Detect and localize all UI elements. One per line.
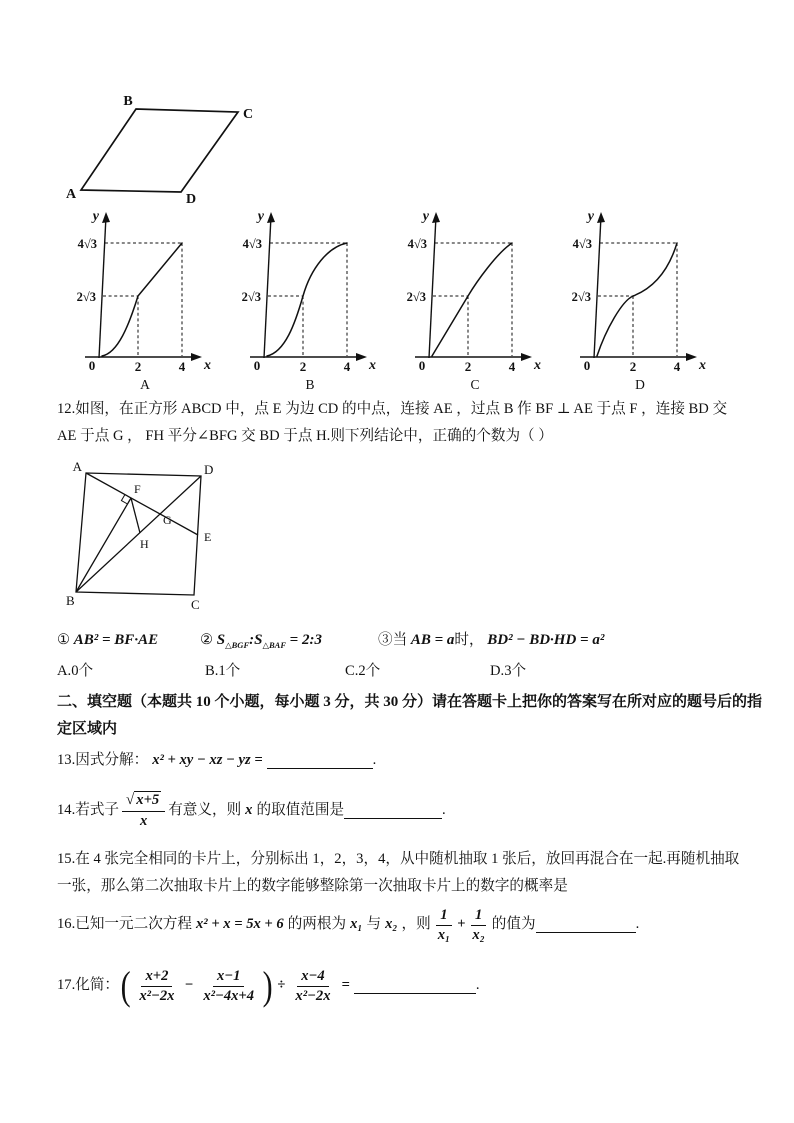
- y-axis-label: y: [257, 209, 264, 224]
- q16-f2-num: 1: [471, 907, 486, 926]
- x-tick-4: 4: [178, 359, 186, 374]
- q14-mid: 有意义，则: [168, 802, 242, 819]
- question-12-line1: 12.如图，在正方形 ABCD 中，点 E 为边 CD 的中点，连接 AE ，过点 B 作 BF ⊥ AE 于点 F ，连接 BD 交: [57, 401, 728, 417]
- radical-icon: √: [126, 792, 135, 809]
- q17-minus: −: [184, 977, 194, 994]
- q16-plus: +: [457, 916, 466, 933]
- x-axis-arrow-icon: [191, 353, 202, 361]
- q16-p3: 与: [366, 916, 382, 933]
- statement-3: [378, 630, 604, 652]
- q16-x1: x₁: [350, 916, 363, 933]
- q17-f2-den: x²−4x+4: [203, 987, 255, 1004]
- choice-d: D.3个: [490, 663, 527, 679]
- y-axis-arrow-icon: [102, 212, 110, 223]
- question-15-line2: 一张，那么第二次抽取卡片上的数字能够整除第一次抽取卡片上的数字的概率是: [57, 878, 568, 894]
- option-graph-d: [565, 208, 715, 383]
- vertex-label-c: C: [243, 107, 254, 122]
- x-axis-label: x: [204, 358, 211, 373]
- q16-period: .: [635, 916, 640, 933]
- q14-radicand: x+5: [136, 792, 160, 809]
- q16-p2: 的两根为: [287, 916, 347, 933]
- q13-answer-blank: [267, 752, 373, 768]
- question-13: [57, 750, 376, 771]
- q17-answer-blank: [354, 978, 476, 994]
- q16-answer-blank: [536, 917, 636, 933]
- option-letter-a: A: [140, 377, 150, 392]
- sq-label-h: H: [140, 537, 149, 551]
- choice-a: A.0个: [57, 663, 94, 679]
- origin-label: 0: [88, 358, 96, 373]
- sq-label-d: D: [204, 462, 214, 477]
- q13-prefix: 13.因式分解：: [57, 752, 149, 768]
- q14-prefix: 14.若式子: [57, 802, 120, 819]
- y-axis-label: y: [422, 209, 429, 224]
- statement-2-colon: :S: [249, 632, 263, 648]
- statement-3-t2: 时，: [454, 632, 484, 648]
- section2-heading-line2: 定区域内: [57, 721, 118, 737]
- q13-formula: x² + xy − xz − yz =: [152, 752, 263, 768]
- q14-suffix: 的取值范围是: [256, 802, 345, 819]
- x-tick-2: 2: [134, 359, 142, 374]
- q14-denominator: x: [139, 812, 148, 829]
- x-axis-arrow-icon: [521, 353, 532, 361]
- origin-label: 0: [583, 358, 591, 373]
- q16-p1: 16.已知一元二次方程: [57, 916, 192, 933]
- question-12-line2: AE 于点 G ， FH 平分∠BFG 交 BD 于点 H.则下列结论中，正确的个数为（ ）: [57, 428, 553, 444]
- q13-period: .: [372, 752, 377, 768]
- x-tick-2: 2: [299, 359, 307, 374]
- x-axis-arrow-icon: [356, 353, 367, 361]
- curve-d: [597, 243, 677, 356]
- q17-f2-num: x−1: [213, 968, 244, 987]
- statement-1: [57, 630, 158, 652]
- y-tick-2sqrt3: 2√3: [406, 290, 426, 304]
- q16-f2-den: x₂: [472, 926, 485, 943]
- statement-2: [200, 630, 322, 652]
- q16-equation: x² + x = 5x + 6: [196, 916, 284, 933]
- vertex-label-a: A: [66, 187, 77, 202]
- statement-3-m2: BD² − BD·HD = a²: [487, 632, 605, 648]
- vertex-label-b: B: [123, 94, 133, 109]
- statement-3-t1: ③当: [378, 632, 408, 648]
- y-axis-label: y: [587, 209, 594, 224]
- question-15-line1: 15.在 4 张完全相同的卡片上，分别标出 1，2，3，4，从中随机抽取 1 张后，放回再混合在一起.再随机抽取: [57, 851, 740, 867]
- q17-close-paren: ): [262, 963, 273, 1008]
- q16-f1-num: 1: [436, 907, 451, 926]
- option-letter-d: D: [635, 377, 645, 392]
- question-16: [57, 902, 639, 948]
- y-axis-label: y: [92, 209, 99, 224]
- option-letter-c: C: [470, 377, 480, 392]
- q14-fraction: [122, 792, 165, 829]
- y-tick-4sqrt3: 4√3: [407, 237, 427, 251]
- q17-period: .: [475, 977, 480, 994]
- origin-label: 0: [253, 358, 261, 373]
- parallelogram-figure: [58, 82, 313, 207]
- q16-p4: ，则: [401, 916, 431, 933]
- q16-x2: x₂: [385, 916, 398, 933]
- section2-heading-line1: 二、填空题（本题共 10 个小题，每小题 3 分，共 30 分）请在答题卡上把你的答案写在所对应的题号后的指: [57, 694, 763, 710]
- curve-c: [432, 243, 512, 356]
- q16-f1-den: x₁: [437, 926, 451, 943]
- statement-2-tail: = 2:3: [289, 632, 322, 648]
- option-graph-b: [235, 208, 385, 383]
- choice-b: B.1个: [205, 663, 241, 679]
- q14-answer-blank: [344, 803, 442, 819]
- q17-open-paren: (: [120, 963, 131, 1008]
- y-tick-4sqrt3: 4√3: [242, 237, 262, 251]
- statement-2-sub1: △BGF: [225, 639, 250, 650]
- y-tick-4sqrt3: 4√3: [77, 237, 97, 251]
- y-tick-4sqrt3: 4√3: [572, 237, 592, 251]
- x-axis-label: x: [699, 358, 706, 373]
- sq-label-b: B: [66, 593, 75, 608]
- question-17: [57, 958, 479, 1014]
- sq-label-e: E: [204, 530, 212, 544]
- x-tick-4: 4: [343, 359, 351, 374]
- statement-2-sub2: △BAF: [262, 639, 286, 650]
- y-axis-arrow-icon: [597, 212, 605, 223]
- q16-p5: 的值为: [491, 916, 536, 933]
- q14-var: x: [245, 802, 253, 819]
- q17-divide: ÷: [277, 977, 286, 994]
- q16-fraction-1: [434, 907, 454, 944]
- option-letter-b: B: [305, 377, 315, 392]
- statement-3-m1: AB = a: [410, 632, 455, 648]
- q14-period: .: [442, 802, 446, 819]
- y-tick-2sqrt3: 2√3: [76, 290, 96, 304]
- statement-1-marker: ①: [57, 632, 71, 648]
- sq-label-c: C: [191, 597, 200, 612]
- x-tick-4: 4: [508, 359, 516, 374]
- curve-b: [267, 243, 347, 356]
- x-axis-label: x: [369, 358, 376, 373]
- x-tick-2: 2: [629, 359, 637, 374]
- curve-a: [102, 243, 182, 356]
- statement-1-math: AB² = BF·AE: [73, 632, 159, 648]
- q17-f3-den: x²−2x: [295, 987, 331, 1004]
- sq-label-g: G: [163, 513, 172, 527]
- question-14: [57, 788, 446, 834]
- sq-label-f: F: [134, 482, 141, 496]
- y-axis-arrow-icon: [267, 212, 275, 223]
- option-graph-c: [400, 208, 550, 383]
- q17-fraction-1: [135, 968, 178, 1005]
- q17-equals: =: [341, 977, 350, 994]
- y-tick-2sqrt3: 2√3: [571, 290, 591, 304]
- q17-f1-den: x²−2x: [139, 987, 175, 1004]
- q16-fraction-2: [468, 907, 488, 944]
- x-axis-arrow-icon: [686, 353, 697, 361]
- option-graph-a: [70, 208, 220, 383]
- x-tick-2: 2: [464, 359, 472, 374]
- statement-2-s: S: [216, 632, 226, 648]
- sq-label-a: A: [72, 462, 82, 474]
- y-axis-arrow-icon: [432, 212, 440, 223]
- q17-fraction-3: [291, 968, 334, 1005]
- q17-fraction-2: [199, 968, 258, 1005]
- x-axis-label: x: [534, 358, 541, 373]
- origin-label: 0: [418, 358, 426, 373]
- vertex-label-d: D: [186, 192, 197, 207]
- choice-c: C.2个: [345, 663, 381, 679]
- q17-prefix: 17.化简：: [57, 977, 120, 994]
- y-tick-2sqrt3: 2√3: [241, 290, 261, 304]
- x-tick-4: 4: [673, 359, 681, 374]
- square-figure: [58, 462, 223, 617]
- q17-f3-num: x−4: [297, 968, 328, 987]
- statement-2-marker: ②: [200, 632, 214, 648]
- q17-f1-num: x+2: [141, 968, 172, 987]
